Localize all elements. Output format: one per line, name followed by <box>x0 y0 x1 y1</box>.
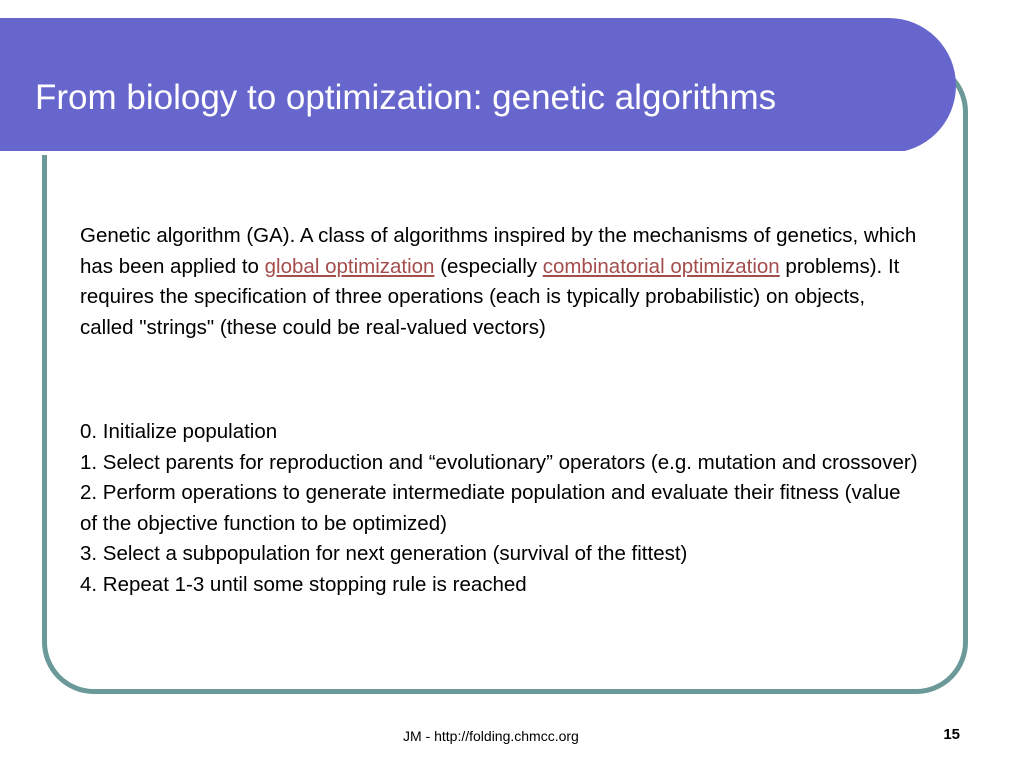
footer-source: JM - http://folding.chmcc.org <box>403 728 579 744</box>
title-bar <box>0 18 956 153</box>
combinatorial-optimization-link[interactable]: combinatorial optimization <box>542 254 780 278</box>
intro-text-part1: Genetic algorithm (GA). A class of algorithms inspired by the mechanisms of genetics, which has been applied to <box>80 224 917 278</box>
step-2: 2. Perform operations to generate intermediate population and evaluate their fitness (value of the objective function to be optimized) <box>80 481 901 535</box>
intro-text-part2: (especially <box>434 254 543 278</box>
step-1: 1. Select parents for reproduction and “evolutionary” operators (e.g. mutation and crossover) <box>80 450 918 474</box>
algorithm-steps <box>80 417 920 600</box>
step-4: 4. Repeat 1-3 until some stopping rule is reached <box>80 572 527 596</box>
page-number: 15 <box>943 726 960 743</box>
step-3: 3. Select a subpopulation for next generation (survival of the fittest) <box>80 542 688 565</box>
slide-title: From biology to optimization: genetic algorithms <box>35 78 777 117</box>
title-divider <box>0 151 905 155</box>
step-0: 0. Initialize population <box>80 420 278 443</box>
global-optimization-link[interactable]: global optimization <box>264 254 435 278</box>
intro-paragraph <box>80 221 920 343</box>
intro-text-part3: problems). It requires the specification of three operations (each is typically probabilistic) on objects, called "strings" (these could be real-valued vectors) <box>80 254 900 339</box>
